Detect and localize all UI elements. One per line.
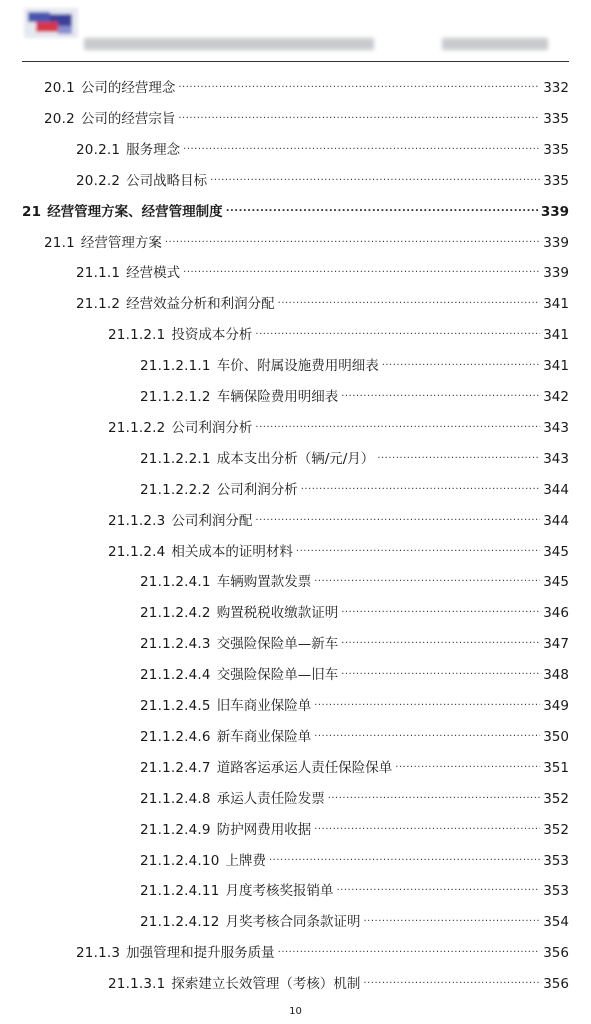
toc-entry-title: 经营模式 <box>126 265 181 282</box>
toc-entry-number: 21.1.2.4.6 <box>140 728 211 745</box>
toc-leader-dots <box>364 908 541 928</box>
toc-entry-number: 21.1.2.4.11 <box>140 883 220 900</box>
toc-entry-title: 承运人责任险发票 <box>216 790 325 807</box>
toc-entry-page: 341 <box>543 327 569 344</box>
toc-entry-number: 21.1 <box>44 234 75 251</box>
toc-entry-number: 20.2.2 <box>76 172 121 189</box>
toc-entry-page: 335 <box>543 110 569 127</box>
toc-leader-dots <box>337 877 541 897</box>
toc-entry-number: 21.1.2.4 <box>108 543 166 560</box>
toc-entry-title: 车辆保险费用明细表 <box>216 389 339 405</box>
toc-entry[interactable] <box>140 662 569 684</box>
toc-leader-dots <box>341 599 540 619</box>
toc-leader-dots <box>269 847 540 867</box>
toc-entry[interactable] <box>140 786 569 808</box>
toc-entry-number: 21.1.2.1 <box>108 327 166 344</box>
toc-entry-title: 月奖考核合同条款证明 <box>225 914 361 931</box>
toc-entry-page: 344 <box>543 481 569 498</box>
toc-entry-title: 防护网费用收据 <box>216 821 312 838</box>
toc-entry[interactable] <box>108 415 569 437</box>
toc-entry-page: 349 <box>543 698 569 714</box>
toc-entry[interactable] <box>140 477 569 499</box>
toc-entry[interactable] <box>140 848 569 870</box>
toc-leader-dots <box>328 785 541 805</box>
toc-entry-number: 21.1.2.4.10 <box>140 852 220 869</box>
toc-leader-dots <box>296 538 540 558</box>
toc-leader-dots <box>341 383 540 403</box>
toc-entry-title: 公司利润分配 <box>171 512 253 529</box>
toc-entry-number: 21 <box>22 203 42 220</box>
toc-leader-dots <box>314 816 540 836</box>
toc-leader-dots <box>183 259 540 279</box>
toc-entry-title: 公司的经营宗旨 <box>80 110 176 127</box>
toc-leader-dots <box>341 661 540 681</box>
toc-leader-dots <box>178 74 540 94</box>
toc-leader-dots <box>382 352 541 372</box>
toc-entry-title: 公司利润分析 <box>171 419 253 436</box>
toc-entry-title: 车辆购置款发票 <box>216 574 312 591</box>
toc-entry-page: 339 <box>540 203 569 220</box>
toc-entry[interactable] <box>76 137 569 159</box>
toc-entry-number: 21.1.2.4.3 <box>140 636 211 653</box>
toc-entry[interactable] <box>108 508 569 530</box>
toc-entry-title: 公司利润分析 <box>216 481 298 498</box>
toc-entry-page: 353 <box>543 883 569 900</box>
toc-entry-page: 352 <box>543 790 569 807</box>
toc-entry-number: 20.2.1 <box>76 141 121 158</box>
toc-entry-page: 352 <box>543 821 569 838</box>
toc-entry-page: 344 <box>543 512 569 529</box>
toc-leader-dots <box>314 568 540 588</box>
toc-entry-number: 21.1.2.4.7 <box>140 759 211 776</box>
toc-leader-dots <box>314 692 540 712</box>
toc-entry-page: 350 <box>543 728 569 745</box>
toc-entry[interactable] <box>22 199 569 221</box>
toc-entry-title: 成本支出分析（辆/元/月） <box>216 450 375 467</box>
toc-leader-dots <box>210 167 540 187</box>
toc-leader-dots <box>377 445 540 465</box>
toc-entry-page: 343 <box>543 450 569 467</box>
toc-entry-title: 购置税税收缴款证明 <box>216 605 339 622</box>
toc-entry[interactable] <box>76 940 569 962</box>
toc-entry-number: 21.1.2.4.1 <box>140 574 211 591</box>
toc-entry[interactable] <box>76 291 569 313</box>
toc-entry-number: 21.1.3 <box>76 945 121 962</box>
toc-entry-title: 月度考核奖报销单 <box>225 883 334 900</box>
toc-entry-number: 21.1.2.2.2 <box>140 481 211 498</box>
toc-leader-dots <box>255 507 540 527</box>
toc-entry-page: 335 <box>543 172 569 189</box>
toc-entry-page: 343 <box>543 419 569 436</box>
toc-entry[interactable] <box>76 168 569 190</box>
toc-entry-title: 交强险保险单—新车 <box>216 636 339 653</box>
toc-entry[interactable] <box>140 600 569 622</box>
toc-entry-title: 探索建立长效管理（考核）机制 <box>171 976 361 993</box>
toc-leader-dots <box>183 136 540 156</box>
header-text-blurred-right <box>442 38 548 50</box>
toc-leader-dots <box>395 754 540 774</box>
toc-entry-page: 332 <box>543 80 569 96</box>
toc-entry-title: 车价、附属设施费用明细表 <box>216 358 379 375</box>
toc-entry[interactable] <box>140 755 569 777</box>
toc-entry-number: 21.1.3.1 <box>108 976 166 993</box>
toc-entry-page: 356 <box>543 945 569 962</box>
header-text-blurred <box>84 38 374 50</box>
toc-entry-title: 服务理念 <box>126 141 181 158</box>
toc-entry-page: 353 <box>543 852 569 869</box>
toc-entry-page: 356 <box>543 976 569 993</box>
toc-entry[interactable] <box>140 569 569 591</box>
toc-leader-dots <box>178 105 540 125</box>
toc-entry-number: 21.1.2.4.2 <box>140 605 211 622</box>
toc-entry-number: 21.1.2.4.9 <box>140 821 211 838</box>
toc-entry-page: 342 <box>543 389 569 405</box>
toc-entry[interactable] <box>44 106 569 128</box>
toc-entry-title: 旧车商业保险单 <box>216 698 312 714</box>
toc-entry-title: 新车商业保险单 <box>216 728 312 745</box>
toc-leader-dots <box>278 290 541 310</box>
toc-entry-number: 21.1.2.3 <box>108 512 166 529</box>
toc-entry[interactable] <box>140 446 569 468</box>
toc-entry-number: 21.1.2 <box>76 296 121 313</box>
toc-entry[interactable] <box>140 693 569 715</box>
toc-entry[interactable] <box>140 817 569 839</box>
toc-entry-page: 341 <box>543 358 569 375</box>
toc-leader-dots <box>165 229 540 249</box>
toc-entry-number: 21.1.2.4.4 <box>140 667 211 684</box>
toc-entry-page: 347 <box>543 636 569 653</box>
toc-entry-page: 351 <box>543 759 569 776</box>
toc-leader-dots <box>341 630 540 650</box>
toc-entry-page: 345 <box>543 574 569 591</box>
toc-entry-number: 21.1.2.4.5 <box>140 698 211 714</box>
toc-entry-page: 341 <box>543 296 569 313</box>
toc-entry-number: 21.1.2.4.12 <box>140 914 220 931</box>
toc-leader-dots <box>226 198 538 218</box>
page-number: 10 <box>289 1006 302 1017</box>
toc-entry-page: 345 <box>543 543 569 560</box>
toc-entry-number: 21.1.2.4.8 <box>140 790 211 807</box>
toc-entry-number: 21.1.2.1.2 <box>140 389 211 405</box>
toc-leader-dots <box>301 476 541 496</box>
toc-entry-title: 经营管理方案 <box>80 234 162 251</box>
toc-entry[interactable] <box>140 631 569 653</box>
toc-entry-page: 339 <box>543 265 569 282</box>
toc-entry[interactable] <box>108 539 569 561</box>
header-rule <box>22 61 569 62</box>
toc-entry-number: 21.1.2.2.1 <box>140 450 211 467</box>
toc-entry[interactable] <box>76 260 569 282</box>
toc-entry[interactable] <box>44 230 569 252</box>
toc-entry-title: 交强险保险单—旧车 <box>216 667 339 684</box>
toc-entry-number: 20.2 <box>44 110 75 127</box>
toc-entry[interactable] <box>140 384 569 406</box>
toc-entry-title: 公司的经营理念 <box>80 80 176 96</box>
toc-entry[interactable] <box>108 322 569 344</box>
toc-entry-number: 21.1.2.1.1 <box>140 358 211 375</box>
toc-entry[interactable] <box>140 878 569 900</box>
toc-entry-page: 335 <box>543 141 569 158</box>
toc-entry-number: 21.1.1 <box>76 265 121 282</box>
toc-leader-dots <box>255 414 540 434</box>
toc-entry-number: 20.1 <box>44 80 75 96</box>
toc-entry-title: 经营管理方案、经营管理制度 <box>47 203 223 220</box>
toc-leader-dots <box>363 970 540 990</box>
toc-entry-title: 投资成本分析 <box>171 327 253 344</box>
company-logo <box>22 6 80 40</box>
toc-entry[interactable] <box>140 724 569 746</box>
toc-entry[interactable] <box>44 75 569 97</box>
toc-entry[interactable] <box>108 971 569 993</box>
toc-entry[interactable] <box>140 909 569 931</box>
page-header <box>0 0 591 64</box>
toc-entry[interactable] <box>140 353 569 375</box>
toc-leader-dots <box>314 723 540 743</box>
toc-entry-title: 上牌费 <box>225 852 266 869</box>
toc-entry-title: 道路客运承运人责任保险保单 <box>216 759 393 776</box>
toc-leader-dots <box>255 321 540 341</box>
toc-entry-number: 21.1.2.2 <box>108 419 166 436</box>
toc-entry-page: 346 <box>543 605 569 622</box>
toc-entry-title: 经营效益分析和利润分配 <box>126 296 275 313</box>
toc-entry-title: 相关成本的证明材料 <box>171 543 293 560</box>
toc-entry-page: 354 <box>543 914 569 931</box>
toc-leader-dots <box>278 939 541 959</box>
toc-entry-page: 348 <box>543 667 569 684</box>
toc-entry-title: 公司战略目标 <box>126 172 208 189</box>
toc-entry-page: 339 <box>543 234 569 251</box>
toc-entry-title: 加强管理和提升服务质量 <box>126 945 275 962</box>
